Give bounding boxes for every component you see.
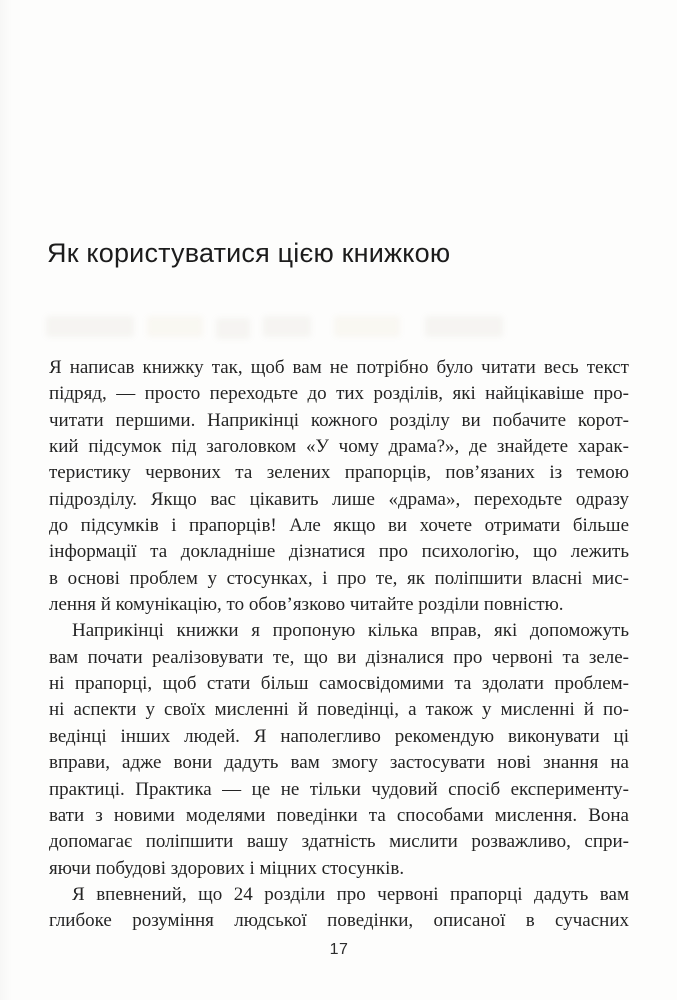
showthrough-blob (216, 318, 250, 339)
showthrough-blob (334, 316, 400, 337)
body-text (49, 355, 629, 935)
body-line: практиці. Практика — це не тільки чудовий спосіб експерименту- (49, 778, 629, 800)
body-line: Я написав книжку так, щоб вам не потрібно було читати весь текст (49, 357, 629, 378)
body-line: інформації та докладніше дізнатися про психологію, що лежить (49, 541, 629, 563)
page-number: 17 (329, 941, 349, 958)
body-line: вати з новими моделями поведінки та способами мислення. Вона (49, 804, 629, 826)
body-line: в основі проблем у стосунках, і про те, як поліпшити власні мис- (49, 567, 629, 589)
body-line: лення й комунікацію, то обов’язково читайте розділи повністю. (49, 594, 564, 616)
body-line: читати першими. Наприкінці кожного розділу ви побачите корот- (49, 409, 629, 431)
body-line: допомагає поліпшити вашу здатність мислити розважливо, спри- (49, 831, 629, 853)
showthrough-blob (263, 316, 311, 337)
body-line: підрозділу. Якщо вас цікавить лише «драма», переходьте одразу (49, 488, 629, 510)
body-line: теристику червоних та зелених прапорців, пов’язаних із темою (49, 462, 629, 484)
showthrough-blob (46, 316, 134, 337)
chapter-title: Як користуватися цією книжкою (47, 238, 451, 269)
body-line: яючи побудові здорових і міцних стосунків. (49, 857, 405, 879)
body-line: Я впевнений, що 24 розділи про червоні прапорці дадуть вам (72, 883, 629, 905)
body-line: до підсумків і прапорців! Але якщо ви хочете отримати більше (49, 515, 629, 537)
body-line: ні аспекти у своїх мисленні й поведінці, а також у мисленні й по- (49, 699, 629, 721)
body-line: Наприкінці книжки я пропоную кілька вправ, які допоможуть (72, 620, 629, 642)
body-line: підряд, — просто переходьте до тих розділів, які найцікавіше про- (49, 383, 629, 405)
showthrough-blob (147, 316, 203, 337)
showthrough-text (46, 316, 503, 340)
body-line: кий підсумок під заголовком «У чому драма?», де знайдете харак- (49, 436, 629, 458)
body-line: вам почати реалізовувати те, що ви дізналися про червоні та зеле- (49, 646, 629, 668)
body-line: ведінці інших людей. Я наполегливо рекомендую виконувати ці (49, 725, 629, 747)
showthrough-blob (425, 316, 503, 337)
body-line: ні прапорці, щоб стати більш самосвідомими та здолати проблем- (49, 673, 629, 695)
body-line: вправи, адже вони дадуть вам змогу застосувати нові знання на (49, 752, 629, 774)
body-line: глибоке розуміння людської поведінки, описаної в сучасних (49, 910, 629, 932)
